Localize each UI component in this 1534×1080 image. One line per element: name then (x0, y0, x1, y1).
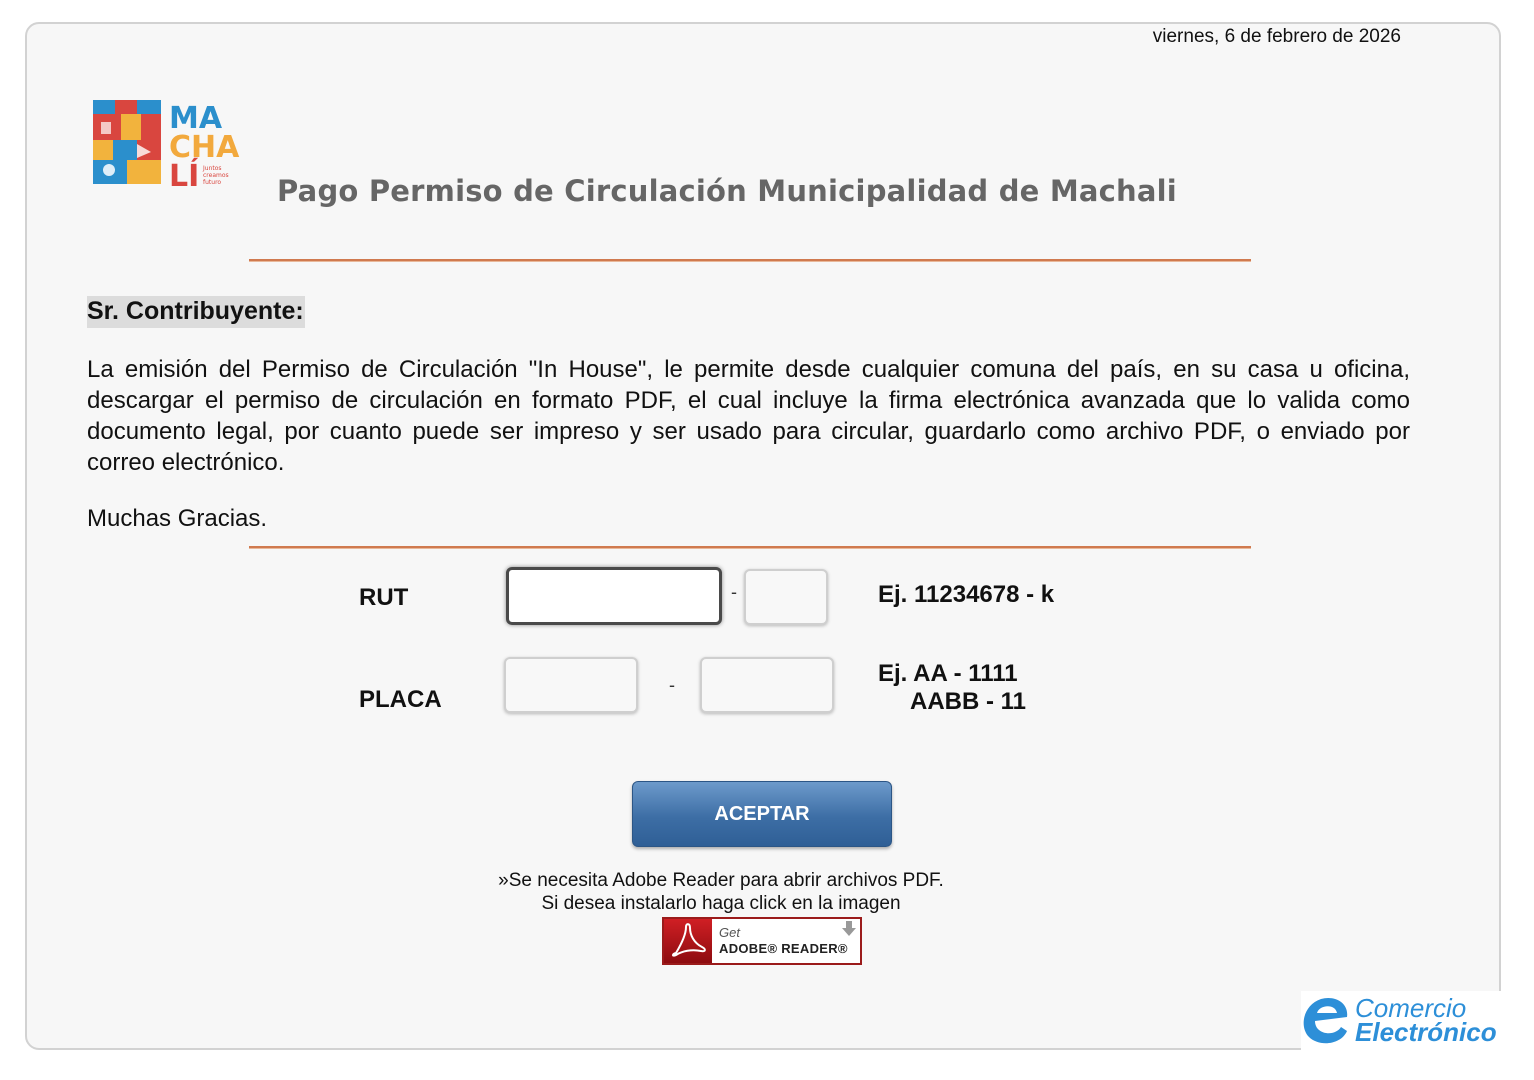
form-divider (249, 546, 1251, 548)
placa-letters-input[interactable] (506, 659, 636, 711)
comercio-electronico-icon (1301, 991, 1355, 1051)
current-date: viernes, 6 de febrero de 2026 (1152, 26, 1401, 47)
comercio-electronico-logo (1301, 991, 1507, 1051)
thanks-text: Muchas Gracias. (87, 505, 268, 532)
salutation: Sr. Contribuyente: (87, 296, 305, 328)
adobe-note-line1: »Se necesita Adobe Reader para abrir archivos PDF. (498, 870, 944, 891)
svg-text:LÍ: LÍ (169, 159, 200, 194)
placa-label: PLACA (359, 686, 442, 713)
title-divider (249, 259, 1251, 261)
aceptar-button[interactable]: ACEPTAR (632, 781, 892, 847)
adobe-reader-text: ADOBE® READER® (719, 941, 848, 956)
brand-line2: Electrónico (1355, 1017, 1497, 1047)
intro-paragraph: La emisión del Permiso de Circulación "In House", le permite desde cualquier comuna del país, en su casa u oficina, descargar el permiso de circulación en formato PDF, el cual incluye la firma electrónica avanzada que lo valida como documento legal, por cuanto puede ser impreso y ser usado para circular, guardarlo como archivo PDF, o enviado por correo electrónico. (87, 356, 1410, 476)
main-panel (25, 22, 1501, 1050)
placa-separator: - (669, 675, 675, 695)
svg-text:futuro: futuro (203, 179, 222, 186)
placa-numbers-field[interactable] (700, 657, 834, 713)
svg-text:CHA: CHA (169, 130, 240, 165)
svg-text:creamos: creamos (203, 172, 229, 179)
adobe-note-line2: Si desea instalarlo haga click en la imagen (541, 893, 901, 914)
rut-number-input[interactable] (509, 570, 719, 622)
brand-line1: Comercio (1355, 993, 1467, 1023)
machali-logo (91, 94, 251, 194)
rut-label: RUT (359, 584, 409, 611)
placa-example-line1: Ej. AA - 1111 (878, 660, 1018, 687)
download-arrow-icon (842, 921, 856, 942)
page-title: Pago Permiso de Circulación Municipalidad de Machali (277, 174, 1177, 208)
adobe-get-text: Get (719, 925, 740, 940)
placa-example-line2: AABB - 11 (910, 688, 1027, 715)
get-adobe-reader-link[interactable] (662, 917, 862, 965)
rut-number-field[interactable] (506, 567, 722, 625)
rut-dv-field[interactable] (744, 569, 828, 625)
adobe-pdf-icon (664, 919, 712, 963)
placa-letters-field[interactable] (504, 657, 638, 713)
logo-building-icon (93, 100, 161, 184)
svg-text:MA: MA (169, 101, 223, 136)
rut-example: Ej. 11234678 - k (878, 581, 1055, 608)
svg-text:Juntos: Juntos (203, 165, 222, 172)
rut-separator: - (731, 582, 737, 602)
rut-dv-input[interactable] (746, 571, 826, 623)
placa-numbers-input[interactable] (702, 659, 832, 711)
